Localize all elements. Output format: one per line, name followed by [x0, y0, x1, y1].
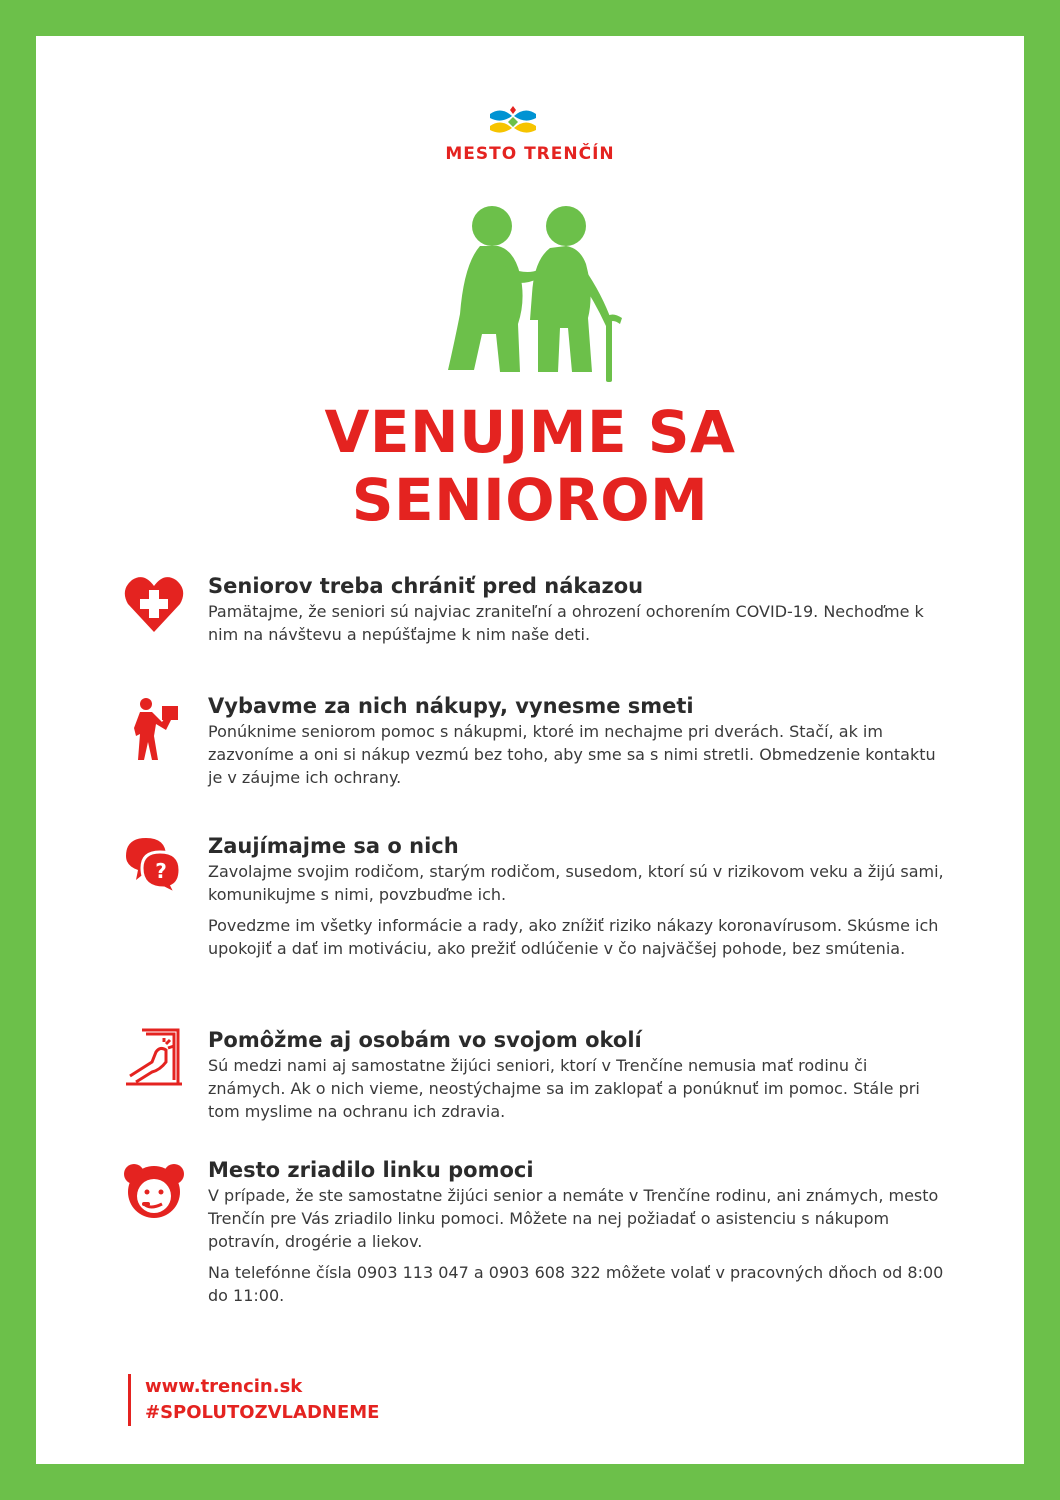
website-link[interactable]: www.trencin.sk	[145, 1376, 303, 1397]
seniors-walking-icon	[434, 204, 634, 384]
footer	[128, 1374, 379, 1426]
section-paragraph: Pamätajme, že seniori sú najviac zraniteľní a ohrození ochorením COVID-19. Nechoďme k nim na návštevu a nepúšťajme k nim naše deti.	[208, 602, 924, 644]
section-heading: Pomôžme aj osobám vo svojom okolí	[208, 1028, 642, 1052]
section-text	[208, 572, 948, 654]
section-text	[208, 1026, 948, 1131]
page-title	[36, 398, 1024, 534]
section-heading: Mesto zriadilo linku pomoci	[208, 1158, 534, 1182]
chat-question-icon	[122, 832, 186, 896]
section-paragraph: Sú medzi nami aj samostatne žijúci seniori, ktorí v Trenčíne nemusia mať rodinu či známych. Ak o nich vieme, neostýchajme sa im zaklopať a ponúknuť im pomoc. Stále pri tom myslime na ochranu ich zdravia.	[208, 1056, 920, 1121]
section-paragraph: Povedzme im všetky informácie a rady, ako znížiť riziko nákazy koronavírusom. Skúsme ich upokojiť a dať im motiváciu, ako prežiť odlúčenie v čo najväčšej pohode, bez smútenia.	[208, 916, 939, 958]
section-heading: Vybavme za nich nákupy, vynesme smeti	[208, 694, 694, 718]
section-paragraph: Na telefónne čísla 0903 113 047 a 0903 608 322 môžete volať v pracovných dňoch od 8:00 do 11:00.	[208, 1263, 944, 1305]
brand-name: MESTO TRENČÍN	[445, 144, 615, 164]
section-paragraph: Zavolajme svojim rodičom, starým rodičom, susedom, ktorí sú v rizikovom veku a žijú sami, komunikujme s nimi, povzbuďme ich.	[208, 862, 944, 904]
trencin-logo-icon	[488, 106, 538, 138]
section-heading: Zaujímajme sa o nich	[208, 834, 459, 858]
title-line-2: SENIOROM	[351, 466, 709, 534]
hashtag: #SPOLUTOZVLADNEME	[145, 1402, 380, 1423]
title-line-1: VENUJME SA	[324, 398, 736, 466]
section-paragraph: V prípade, že ste samostatne žijúci senior a nemáte v Trenčíne rodinu, ani známych, mesto Trenčín pre Vás zriadilo linku pomoci. Môžete na nej požiadať o asistenciu s nákupom potravín, drogérie a liekov.	[208, 1186, 939, 1251]
section-heading: Seniorov treba chrániť pred nákazou	[208, 574, 644, 598]
section-text	[208, 1156, 948, 1315]
svg-text:?: ?	[155, 859, 167, 883]
heart-cross-icon	[122, 572, 186, 636]
delivery-person-icon	[122, 698, 186, 762]
section-text	[208, 832, 948, 968]
section-text	[208, 692, 948, 797]
helpline-operator-icon	[122, 1160, 186, 1224]
door-knock-icon	[122, 1026, 186, 1090]
poster-sheet	[36, 36, 1024, 1464]
section-paragraph: Ponúknime seniorom pomoc s nákupmi, ktoré im nechajme pri dverách. Stačí, ak im zazvoníme a oni si nákup vezmú bez toho, aby sme sa s nimi stretli. Obmedzenie kontaktu je v záujme ich ochrany.	[208, 722, 936, 787]
